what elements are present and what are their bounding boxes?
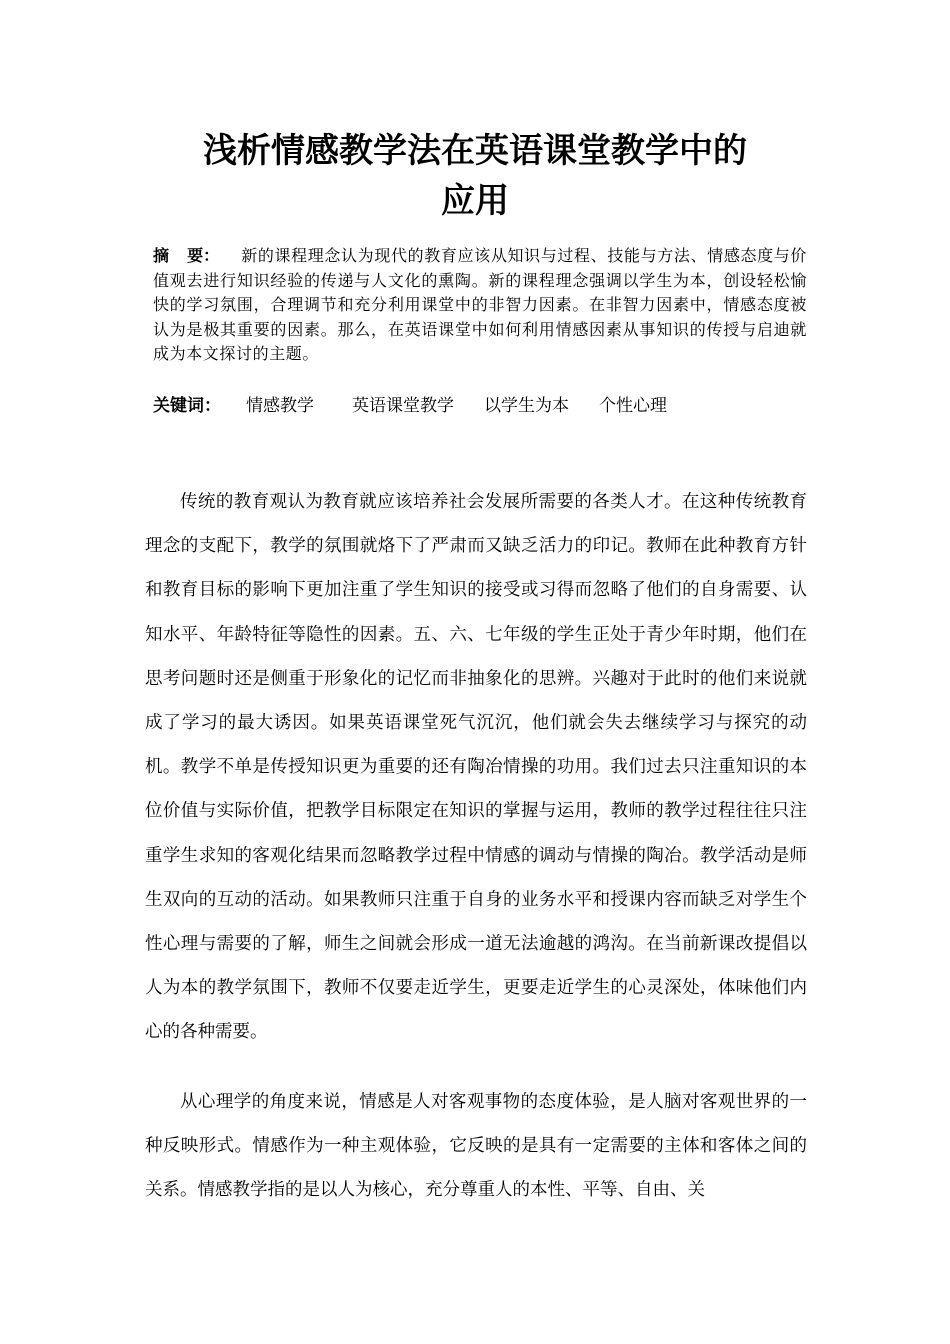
keyword-item: 以学生为本 [484,396,569,416]
body-paragraph-1: 传统的教育观认为教育就应该培养社会发展所需要的各类人才。在这种传统教育理念的支配下，教学的氛围就烙下了严肃而又缺乏活力的印记。教师在此种教育方针和教育目标的影响下更加注重了学生知识的接受或习得而忽略了他们的自身需要、认知水平、年龄特征等隐性的因素。五、六、七年级的学生正处于青少年时期，他们在思考问题时还是侧重于形象化的记忆而非抽象化的思辨。兴趣对于此时的他们来说就成了学习的最大诱因。如果英语课堂死气沉沉，他们就会失去继续学习与探究的动机。教学不单是传授知识更为重要的还有陶冶情操的功用。我们过去只注重知识的本位价值与实际价值，把教学目标限定在知识的掌握与运用，教师的教学过程往往只注重学生求知的客观化结果而忽略教学过程中情感的调动与情操的陶冶。教学活动是师生双向的互动的活动。如果教师只注重于自身的业务水平和授课内容而缺乏对学生个性心理与需要的了解，师生之间就会形成一道无法逾越的鸿沟。在当前新课改提倡以人为本的教学氛围下，教师不仅要走近学生，更要走近学生的心灵深处，体味他们内心的各种需要。 [145,492,807,1043]
abstract-text: 新的课程理念认为现代的教育应该从知识与过程、技能与方法、情感态度与价值观去进行知识经验的传递与人文化的熏陶。新的课程理念强调以学生为本，创设轻松愉快的学习氛围，合理调节和充分利用课堂中的非智力因素。在非智力因素中，情感态度被认为是极其重要的因素。那么，在英语课堂中如何利用情感因素从事知识的传授与启迪就成为本文探讨的主题。 [153,246,807,363]
document-title-line-2: 应用 [441,181,509,221]
keyword-item: 个性心理 [599,396,667,416]
keyword-item: 情感教学 [246,396,314,416]
abstract-label-char-2: 要： [187,246,220,265]
abstract [153,244,807,367]
document-title-line-1: 浅析情感教学法在英语课堂教学中的 [203,131,747,171]
keywords-line [153,394,807,418]
body-paragraph-2: 从心理学的角度来说，情感是人对客观事物的态度体验，是人脑对客观世界的一种反映形式。情感作为一种主观体验，它反映的是具有一定需要的主体和客体之间的关系。情感教学指的是以人为核心，充分尊重人的本性、平等、自由、关 [145,1092,807,1201]
abstract-label [153,246,219,265]
keywords-label: 关键词： [153,396,221,416]
abstract-label-char-1: 摘 [153,246,170,265]
keyword-item: 英语课堂教学 [352,396,454,416]
